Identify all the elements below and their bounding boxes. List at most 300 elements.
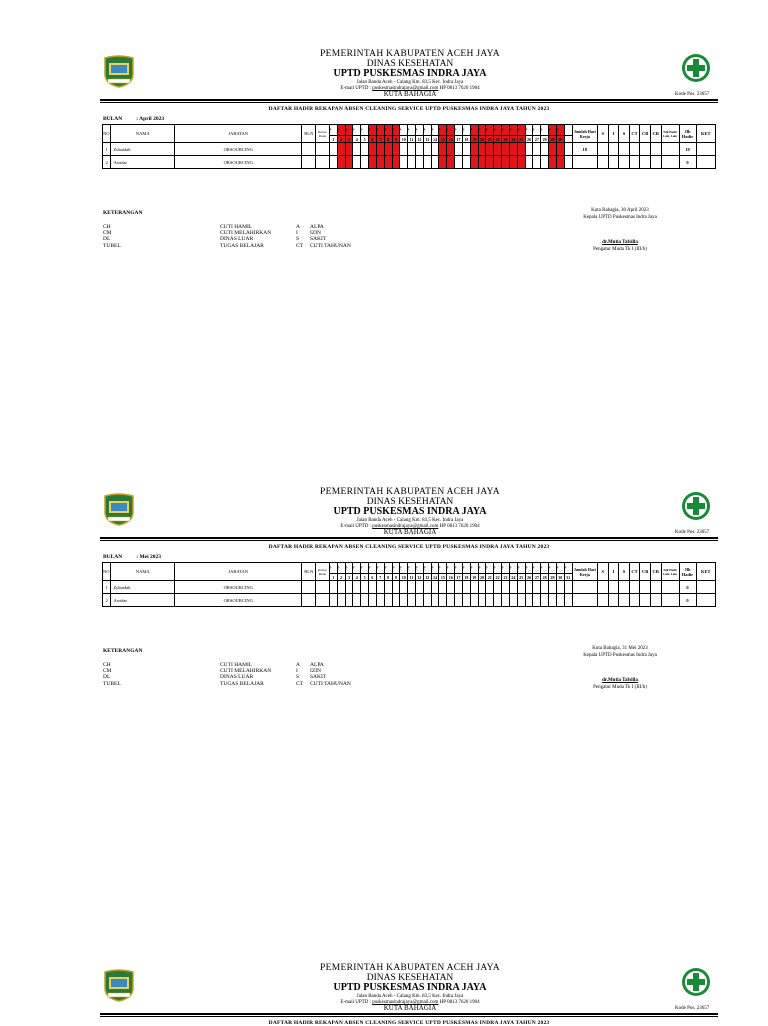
attendance-cell[interactable] xyxy=(486,156,494,169)
attendance-cell[interactable] xyxy=(541,594,549,607)
attendance-cell[interactable] xyxy=(361,156,369,169)
header-rule-thin xyxy=(100,102,718,103)
day-number: 29 xyxy=(550,574,555,580)
day-header: Tgl xyxy=(384,125,392,136)
header-rule xyxy=(100,537,718,539)
day-header: Tgl xyxy=(517,125,525,136)
day-number: 30 xyxy=(558,136,563,142)
regency-logo-icon xyxy=(103,492,135,526)
day-header: Tgl xyxy=(478,125,486,136)
day-header: Tgl xyxy=(415,125,423,136)
day-number: 6 xyxy=(369,574,377,581)
day-header: Tgl xyxy=(431,125,439,136)
day-number: 5 xyxy=(361,574,369,581)
day-number: 10 xyxy=(401,136,406,142)
attendance-cell[interactable] xyxy=(439,594,447,607)
header-government: PEMERINTAH KABUPATEN ACEH JAYA xyxy=(320,49,500,59)
row-nama: Zubaidah xyxy=(111,581,175,594)
day-header: Tgl xyxy=(353,125,361,136)
attendance-cell[interactable] xyxy=(478,594,486,607)
col-jumlah: Jumlah Hari Kerja xyxy=(572,563,597,581)
row-jumlah xyxy=(572,581,597,594)
header-city: KUTA BAHAGIA xyxy=(383,528,437,536)
attendance-cell[interactable] xyxy=(455,156,463,169)
col-cb: CB xyxy=(640,563,651,581)
col-a: S xyxy=(619,563,630,581)
day-number: 31 xyxy=(566,574,571,580)
day-number: 15 xyxy=(440,136,445,142)
day-header: Tgl xyxy=(525,563,533,574)
day-number: 26 xyxy=(526,136,531,142)
day-number: 4 xyxy=(353,574,361,581)
day-number: 15 xyxy=(440,574,445,580)
attendance-cell[interactable] xyxy=(564,581,572,594)
signature-block xyxy=(560,208,680,253)
attendance-cell[interactable] xyxy=(408,143,416,156)
day-number: 18 xyxy=(464,574,469,580)
sheet-title: DAFTAR HADIR REKAPAN ABSEN CLEANING SERVICE UPTD PUSKESMAS INDRA JAYA TAHUN 2023 xyxy=(268,106,550,112)
attendance-cell[interactable] xyxy=(423,594,431,607)
attendance-cell[interactable] xyxy=(384,594,392,607)
signature-role: Kepala UPTD Puskesmas Indra Jaya xyxy=(583,214,657,220)
attendance-cell[interactable] xyxy=(329,581,337,594)
attendance-cell[interactable] xyxy=(415,156,423,169)
col-jabatan: JABATAN xyxy=(175,125,302,143)
day-number: 3 xyxy=(345,574,353,581)
day-number: 1 xyxy=(329,136,337,143)
attendance-cell[interactable] xyxy=(337,581,345,594)
attendance-cell[interactable] xyxy=(431,581,439,594)
regency-logo-icon xyxy=(103,968,135,1002)
attendance-cell[interactable] xyxy=(478,581,486,594)
attendance-table xyxy=(102,124,716,169)
attendance-cell[interactable] xyxy=(525,581,533,594)
attendance-cell[interactable] xyxy=(494,581,502,594)
day-header: Tgl xyxy=(337,563,345,574)
attendance-cell[interactable] xyxy=(376,581,384,594)
day-number: 3 xyxy=(345,136,353,143)
attendance-cell[interactable] xyxy=(369,156,377,169)
header-puskesmas: UPTD PUSKESMAS INDRA JAYA xyxy=(333,506,487,517)
attendance-cell[interactable] xyxy=(345,156,353,169)
signature-name: dr.Mutia Tafsilla xyxy=(602,678,638,683)
attendance-cell[interactable] xyxy=(439,143,447,156)
attendance-cell[interactable] xyxy=(549,594,557,607)
day-header: Tgl xyxy=(502,563,510,574)
day-header: Tgl xyxy=(439,563,447,574)
email-link[interactable]: puskesmasindrajaya@gmail.com xyxy=(372,1000,439,1005)
row-jabatan: ORSOURCING xyxy=(175,156,302,169)
attendance-cell[interactable] xyxy=(494,156,502,169)
attendance-cell[interactable] xyxy=(517,581,525,594)
day-number: 11 xyxy=(408,136,416,143)
attendance-cell[interactable] xyxy=(345,594,353,607)
col-cb: CB xyxy=(640,125,651,143)
attendance-cell[interactable] xyxy=(369,594,377,607)
col-kelas: Kelas/ Ruan xyxy=(316,125,330,143)
header-contact: E-mail UPTD : puskesmasindrajaya@gmail.com HP 0813 7620 1904 xyxy=(340,1000,480,1005)
postal-code: Kode Pos. 23657 xyxy=(675,92,710,97)
day-number: 17 xyxy=(456,574,461,580)
attendance-cell[interactable] xyxy=(462,581,470,594)
attendance-cell[interactable] xyxy=(447,581,455,594)
day-header: Tgl xyxy=(486,563,494,574)
col-nama: NAMA xyxy=(111,563,175,581)
attendance-cell[interactable] xyxy=(470,143,478,156)
attendance-cell[interactable] xyxy=(533,594,541,607)
attendance-cell[interactable] xyxy=(509,143,517,156)
day-number: 4 xyxy=(353,136,361,143)
day-number: 24 xyxy=(511,574,516,580)
col-jlh-hadir: Jlh Hadir xyxy=(679,563,696,581)
attendance-cell[interactable] xyxy=(369,581,377,594)
attendance-cell[interactable] xyxy=(337,594,345,607)
attendance-cell[interactable] xyxy=(525,594,533,607)
attendance-cell[interactable] xyxy=(470,581,478,594)
table-row xyxy=(103,143,716,156)
regency-logo-icon xyxy=(103,54,135,88)
day-header: Tgl xyxy=(408,125,416,136)
attendance-cell[interactable] xyxy=(533,156,541,169)
day-number: 17 xyxy=(456,136,461,142)
day-number: 22 xyxy=(495,136,500,142)
col-tdk-hadir: Tdk Hadir Lain- Lain xyxy=(661,563,679,581)
day-header xyxy=(564,125,572,136)
day-number: 14 xyxy=(433,574,438,580)
attendance-cell[interactable] xyxy=(353,156,361,169)
header-puskesmas: UPTD PUSKESMAS INDRA JAYA xyxy=(333,982,487,993)
attendance-cell[interactable] xyxy=(408,156,416,169)
attendance-cell[interactable] xyxy=(455,581,463,594)
col-no: NO xyxy=(103,125,111,143)
day-header: Tgl xyxy=(494,125,502,136)
col-i: I xyxy=(608,563,619,581)
signature-place-date: Kuta Bahagia, 30 April 2023 xyxy=(591,208,649,213)
attendance-cell[interactable] xyxy=(384,156,392,169)
row-jumlah: 18 xyxy=(572,143,597,156)
day-number: 24 xyxy=(511,136,516,142)
day-header: Tgl xyxy=(376,125,384,136)
day-number: 26 xyxy=(526,574,531,580)
attendance-cell[interactable] xyxy=(400,594,408,607)
signature-rank: Pengatur Muda Tk I (III/b) xyxy=(593,684,647,690)
row-jabatan: ORSOURCING xyxy=(175,143,302,156)
col-s: S xyxy=(597,563,608,581)
keterangan-title: KETERANGAN xyxy=(103,648,143,654)
health-cross-icon xyxy=(678,490,714,522)
col-nama: NAMA xyxy=(111,125,175,143)
attendance-cell[interactable] xyxy=(400,143,408,156)
attendance-cell[interactable] xyxy=(361,594,369,607)
day-number: 29 xyxy=(550,136,555,142)
sheet-title: DAFTAR HADIR REKAPAN ABSEN CLEANING SERVICE UPTD PUSKESMAS INDRA JAYA TAHUN 2023 xyxy=(268,1020,550,1026)
col-bln: BLN xyxy=(302,563,316,581)
postal-code: Kode Pos. 23657 xyxy=(675,530,710,535)
day-number: 1 xyxy=(329,574,337,581)
email-link[interactable]: puskesmasindrajaya@gmail.com xyxy=(372,524,439,529)
attendance-cell[interactable] xyxy=(494,594,502,607)
attendance-cell[interactable] xyxy=(392,594,400,607)
attendance-cell[interactable] xyxy=(329,594,337,607)
day-number: 10 xyxy=(401,574,406,580)
day-number: 8 xyxy=(384,574,392,581)
attendance-cell[interactable] xyxy=(353,594,361,607)
attendance-cell[interactable] xyxy=(525,143,533,156)
attendance-cell[interactable] xyxy=(502,594,510,607)
attendance-cell[interactable] xyxy=(549,143,557,156)
day-number: 18 xyxy=(464,136,469,142)
day-header: Tgl xyxy=(455,125,463,136)
col-a: S xyxy=(619,125,630,143)
attendance-cell[interactable] xyxy=(337,143,345,156)
day-number: 22 xyxy=(495,574,500,580)
attendance-cell[interactable] xyxy=(431,156,439,169)
attendance-cell[interactable] xyxy=(478,156,486,169)
attendance-cell[interactable] xyxy=(478,143,486,156)
day-header: Tgl xyxy=(400,125,408,136)
col-jlh-hadir: Jlh Hadir xyxy=(679,125,696,143)
day-number: 7 xyxy=(376,574,384,581)
attendance-cell[interactable] xyxy=(509,581,517,594)
day-number: 2 xyxy=(337,574,345,581)
day-number: 28 xyxy=(542,136,547,142)
col-ct: CT xyxy=(629,125,640,143)
day-number: 6 xyxy=(369,136,377,143)
day-header: Tgl xyxy=(470,563,478,574)
attendance-cell[interactable] xyxy=(400,156,408,169)
day-header: Tgl xyxy=(525,125,533,136)
attendance-cell[interactable] xyxy=(439,581,447,594)
col-jabatan: JABATAN xyxy=(175,563,302,581)
attendance-cell[interactable] xyxy=(564,156,572,169)
row-nama: Asridar xyxy=(111,156,175,169)
attendance-cell[interactable] xyxy=(329,143,337,156)
attendance-cell[interactable] xyxy=(541,581,549,594)
row-no: 2 xyxy=(103,594,111,607)
attendance-cell[interactable] xyxy=(549,156,557,169)
attendance-cell[interactable] xyxy=(329,156,337,169)
day-header: Tgl xyxy=(369,125,377,136)
day-header: Tgl xyxy=(541,563,549,574)
attendance-cell[interactable] xyxy=(541,143,549,156)
attendance-cell[interactable] xyxy=(486,594,494,607)
day-number: 7 xyxy=(376,136,384,143)
attendance-cell[interactable] xyxy=(556,594,564,607)
attendance-cell[interactable] xyxy=(462,143,470,156)
signature-name: dr.Mutia Tafsilla xyxy=(602,240,638,245)
attendance-cell[interactable] xyxy=(509,156,517,169)
health-cross-icon xyxy=(678,966,714,998)
day-header: Tgl xyxy=(533,125,541,136)
day-header: Tgl xyxy=(549,563,557,574)
attendance-cell[interactable] xyxy=(517,594,525,607)
attendance-cell[interactable] xyxy=(423,143,431,156)
row-jlh-hadir: 0 xyxy=(679,156,696,169)
attendance-cell[interactable] xyxy=(462,594,470,607)
row-no: 2 xyxy=(103,156,111,169)
header-puskesmas: UPTD PUSKESMAS INDRA JAYA xyxy=(333,68,487,79)
row-jabatan: ORSOURCING xyxy=(175,594,302,607)
attendance-cell[interactable] xyxy=(470,594,478,607)
attendance-cell[interactable] xyxy=(423,581,431,594)
attendance-cell[interactable] xyxy=(525,156,533,169)
row-jabatan: ORSOURCING xyxy=(175,581,302,594)
attendance-cell[interactable] xyxy=(462,156,470,169)
attendance-cell[interactable] xyxy=(384,581,392,594)
day-header: Tgl xyxy=(423,125,431,136)
day-number: 25 xyxy=(519,574,524,580)
month-label: BULAN : Mei 2023 xyxy=(103,554,162,560)
signature-rank: Pengatur Muda Tk I (III/b) xyxy=(593,246,647,252)
day-number: 21 xyxy=(487,574,492,580)
attendance-cell[interactable] xyxy=(533,581,541,594)
header-address: Jalan Banda Aceh - Calang Km. 83,5 Kec. Indra Jaya xyxy=(356,994,464,999)
attendance-cell[interactable] xyxy=(486,581,494,594)
row-no: 1 xyxy=(103,581,111,594)
day-number: 19 xyxy=(472,574,477,580)
day-header: Tgl xyxy=(447,125,455,136)
attendance-cell[interactable] xyxy=(415,143,423,156)
attendance-cell[interactable] xyxy=(415,594,423,607)
email-link[interactable]: puskesmasindrajaya@gmail.com xyxy=(372,86,439,91)
attendance-cell[interactable] xyxy=(408,581,416,594)
col-ct: CT xyxy=(629,563,640,581)
attendance-cell[interactable] xyxy=(384,143,392,156)
day-header: Tgl xyxy=(502,125,510,136)
attendance-cell[interactable] xyxy=(556,156,564,169)
row-jlh-hadir: 18 xyxy=(679,143,696,156)
attendance-cell[interactable] xyxy=(353,581,361,594)
attendance-cell[interactable] xyxy=(392,156,400,169)
attendance-cell[interactable] xyxy=(345,143,353,156)
attendance-cell[interactable] xyxy=(502,143,510,156)
day-header: Tgl xyxy=(439,125,447,136)
day-number: 9 xyxy=(392,574,400,581)
day-header: Tgl xyxy=(431,563,439,574)
day-number: 11 xyxy=(408,574,416,581)
table-row xyxy=(103,594,716,607)
table-row xyxy=(103,581,716,594)
day-header: Tgl xyxy=(392,563,400,574)
day-number: 2 xyxy=(337,136,345,143)
day-header: Tgl xyxy=(509,125,517,136)
col-ket: KET xyxy=(696,125,715,143)
day-number: 12 xyxy=(417,136,422,142)
day-header: Tgl xyxy=(400,563,408,574)
day-number: 27 xyxy=(534,136,539,142)
attendance-cell[interactable] xyxy=(337,156,345,169)
row-no: 1 xyxy=(103,143,111,156)
day-header: Tgl xyxy=(478,563,486,574)
attendance-cell[interactable] xyxy=(455,143,463,156)
day-number: 19 xyxy=(472,136,477,142)
attendance-cell[interactable] xyxy=(345,581,353,594)
day-header: Tgl xyxy=(345,125,353,136)
row-nama: Zubaidah xyxy=(111,143,175,156)
day-header: Tgl xyxy=(384,563,392,574)
day-number: 28 xyxy=(542,574,547,580)
day-header: Tgl xyxy=(392,125,400,136)
attendance-cell[interactable] xyxy=(556,581,564,594)
day-header: Tgl xyxy=(494,563,502,574)
attendance-cell[interactable] xyxy=(556,143,564,156)
header-city: KUTA BAHAGIA xyxy=(383,90,437,98)
attendance-cell[interactable] xyxy=(423,156,431,169)
attendance-cell[interactable] xyxy=(517,143,525,156)
attendance-cell[interactable] xyxy=(447,156,455,169)
day-header: Tgl xyxy=(376,563,384,574)
keterangan-title: KETERANGAN xyxy=(103,210,143,216)
attendance-cell[interactable] xyxy=(431,594,439,607)
attendance-cell[interactable] xyxy=(564,594,572,607)
attendance-cell[interactable] xyxy=(502,581,510,594)
attendance-cell[interactable] xyxy=(392,581,400,594)
day-number: 12 xyxy=(417,574,422,580)
day-number: 8 xyxy=(384,136,392,143)
attendance-cell[interactable] xyxy=(361,143,369,156)
attendance-cell[interactable] xyxy=(353,143,361,156)
day-number: 30 xyxy=(558,574,563,580)
attendance-cell[interactable] xyxy=(447,143,455,156)
attendance-cell[interactable] xyxy=(376,156,384,169)
day-header: Tgl xyxy=(345,563,353,574)
attendance-cell[interactable] xyxy=(533,143,541,156)
day-number xyxy=(564,136,572,143)
header-city: KUTA BAHAGIA xyxy=(383,1004,437,1012)
day-number: 25 xyxy=(519,136,524,142)
attendance-cell[interactable] xyxy=(361,581,369,594)
attendance-cell[interactable] xyxy=(408,594,416,607)
day-header: Tgl xyxy=(462,125,470,136)
attendance-cell[interactable] xyxy=(541,156,549,169)
attendance-cell[interactable] xyxy=(502,156,510,169)
attendance-cell[interactable] xyxy=(392,143,400,156)
health-cross-icon xyxy=(678,52,714,84)
attendance-cell[interactable] xyxy=(376,143,384,156)
day-header: Tgl xyxy=(470,125,478,136)
day-header: Tgl xyxy=(486,125,494,136)
attendance-cell[interactable] xyxy=(431,143,439,156)
row-jumlah xyxy=(572,594,597,607)
day-header: Tgl xyxy=(517,563,525,574)
attendance-cell[interactable] xyxy=(564,143,572,156)
header-address: Jalan Banda Aceh - Calang Km. 83,5 Kec. Indra Jaya xyxy=(356,518,464,523)
attendance-cell[interactable] xyxy=(376,594,384,607)
attendance-cell[interactable] xyxy=(470,156,478,169)
day-header: Tgl xyxy=(447,563,455,574)
signature-role: Kepala UPTD Puskesmas Indra Jaya xyxy=(583,652,657,658)
header-address: Jalan Banda Aceh - Calang Km. 83,5 Kec. Indra Jaya xyxy=(356,80,464,85)
attendance-cell[interactable] xyxy=(509,594,517,607)
day-header: Tgl xyxy=(455,563,463,574)
attendance-cell[interactable] xyxy=(494,143,502,156)
attendance-cell[interactable] xyxy=(549,581,557,594)
attendance-cell[interactable] xyxy=(369,143,377,156)
attendance-cell[interactable] xyxy=(517,156,525,169)
attendance-cell[interactable] xyxy=(486,143,494,156)
day-header: Tgl xyxy=(329,125,337,136)
col-cr: CR xyxy=(650,125,661,143)
attendance-cell[interactable] xyxy=(455,594,463,607)
attendance-cell[interactable] xyxy=(400,581,408,594)
day-header: Tgl xyxy=(564,563,572,574)
attendance-cell[interactable] xyxy=(447,594,455,607)
day-header: Tgl xyxy=(556,563,564,574)
day-header: Tgl xyxy=(462,563,470,574)
header-department: DINAS KESEHATAN xyxy=(366,58,454,69)
attendance-cell[interactable] xyxy=(415,581,423,594)
attendance-cell[interactable] xyxy=(439,156,447,169)
